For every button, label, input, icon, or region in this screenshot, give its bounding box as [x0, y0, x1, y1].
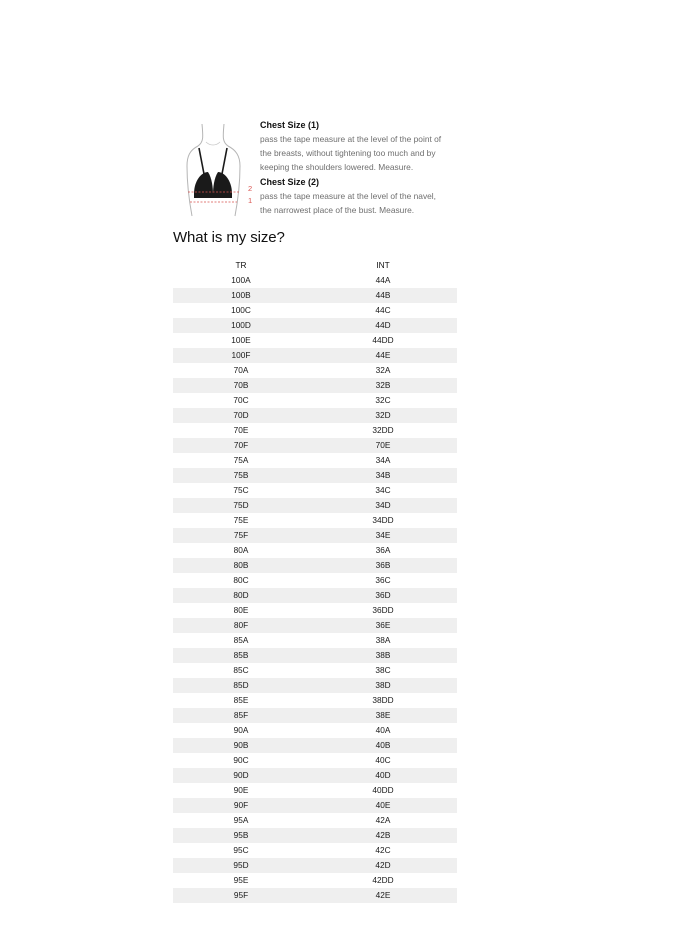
cell-tr-size: 100B [173, 288, 309, 303]
cell-int-size: 40B [309, 738, 457, 753]
cell-int-size: 38D [309, 678, 457, 693]
cell-int-size: 40E [309, 798, 457, 813]
cell-tr-size: 90C [233, 755, 249, 765]
table-row [173, 528, 457, 543]
cell-int-size: 32B [309, 378, 457, 393]
table-row [173, 318, 457, 333]
cell-int-size: 44A [375, 275, 391, 285]
cell-tr-size: 90E [233, 785, 249, 795]
cell-tr-size: 95C [233, 845, 249, 855]
cell-int-size: 36E [309, 618, 457, 633]
table-row [173, 633, 457, 648]
cell-tr-size: 95D [173, 858, 309, 873]
cell-int-size: 40DD [372, 785, 394, 795]
cell-tr-size: 80F [173, 618, 309, 633]
cell-int-size: 40C [375, 755, 391, 765]
table-row [173, 663, 457, 678]
cell-tr-size: 85E [233, 695, 249, 705]
cell-tr-size: 70B [173, 378, 309, 393]
table-row [173, 483, 457, 498]
cell-tr-size: 100E [231, 335, 251, 345]
cell-tr-size: 90B [173, 738, 309, 753]
table-row [173, 378, 457, 393]
table-row [173, 588, 457, 603]
cell-int-size: 34A [375, 455, 391, 465]
cell-int-size: 36DD [372, 605, 394, 615]
cell-int-size: 36B [309, 558, 457, 573]
chest-size-2-title: Chest Size (2) [260, 177, 320, 187]
table-row [173, 798, 457, 813]
cell-tr-size: 70F [173, 438, 309, 453]
cell-tr-size: 80D [173, 588, 309, 603]
table-row [173, 768, 457, 783]
cell-int-size: 32C [375, 395, 391, 405]
table-row [173, 468, 457, 483]
table-row [173, 753, 457, 768]
cell-tr-size: 85A [233, 635, 249, 645]
cell-tr-size: 75D [173, 498, 309, 513]
chest-size-1-title: Chest Size (1) [260, 120, 320, 130]
cell-tr-size: 90F [173, 798, 309, 813]
cell-int-size: 44E [309, 348, 457, 363]
cell-tr-size: 100F [173, 348, 309, 363]
cell-tr-size: 90D [173, 768, 309, 783]
table-row [173, 603, 457, 618]
cell-int-size: 34C [375, 485, 391, 495]
table-row [173, 708, 457, 723]
measurement-instructions [260, 118, 480, 217]
table-body [173, 273, 457, 903]
cell-int-size: 32D [309, 408, 457, 423]
table-row [173, 288, 457, 303]
cell-int-size: 42D [309, 858, 457, 873]
cell-tr-size: 75A [233, 455, 249, 465]
cell-tr-size: 80C [233, 575, 249, 585]
table-header-row [173, 258, 457, 273]
table-row [173, 363, 457, 378]
chest-size-1-line: pass the tape measure at the level of the point of [260, 134, 442, 144]
measurement-guide [180, 118, 480, 218]
cell-int-size: 42DD [372, 875, 394, 885]
table-row [173, 618, 457, 633]
table-row [173, 693, 457, 708]
cell-int-size: 40A [375, 725, 391, 735]
table-row [173, 438, 457, 453]
chest-size-1-line: keeping the shoulders lowered. Measure. [260, 162, 414, 172]
table-row [173, 348, 457, 363]
table-row [173, 498, 457, 513]
table-row [173, 738, 457, 753]
size-conversion-table [173, 258, 457, 903]
cell-tr-size: 100C [231, 305, 251, 315]
cell-int-size: 42E [309, 888, 457, 903]
cell-tr-size: 70A [233, 365, 249, 375]
cell-int-size: 38A [375, 635, 391, 645]
cell-int-size: 44C [375, 305, 391, 315]
cell-int-size: 34DD [372, 515, 394, 525]
cell-tr-size: 85F [173, 708, 309, 723]
cell-int-size: 36C [375, 575, 391, 585]
table-row [173, 888, 457, 903]
marker-1: 1 [248, 196, 253, 205]
cell-int-size: 34D [309, 498, 457, 513]
chest-size-1-line: the breasts, without tightening too much and by [260, 148, 436, 158]
cell-tr-size: 100D [173, 318, 309, 333]
table-row [173, 858, 457, 873]
cell-tr-size: 70E [233, 425, 249, 435]
table-row [173, 543, 457, 558]
cell-tr-size: 85B [173, 648, 309, 663]
cell-tr-size: 75C [233, 485, 249, 495]
table-row [173, 333, 457, 348]
cell-tr-size: 85D [173, 678, 309, 693]
cell-tr-size: 80B [173, 558, 309, 573]
marker-2: 2 [248, 184, 253, 193]
table-row [173, 873, 457, 888]
bra-measurement-figure-icon [180, 122, 256, 218]
cell-tr-size: 95B [173, 828, 309, 843]
cell-int-size: 32A [375, 365, 391, 375]
cell-tr-size: 80E [233, 605, 249, 615]
cell-tr-size: 80A [233, 545, 249, 555]
cell-int-size: 36A [375, 545, 391, 555]
cell-tr-size: 100A [231, 275, 251, 285]
table-row [173, 843, 457, 858]
cell-tr-size: 90A [233, 725, 249, 735]
cell-int-size: 34E [309, 528, 457, 543]
table-row [173, 648, 457, 663]
cell-int-size: 34B [309, 468, 457, 483]
table-row [173, 453, 457, 468]
table-row [173, 558, 457, 573]
table-row [173, 273, 457, 288]
cell-int-size: 38C [375, 665, 391, 675]
cell-tr-size: 95F [173, 888, 309, 903]
table-row [173, 393, 457, 408]
cell-tr-size: 70D [173, 408, 309, 423]
cell-int-size: 40D [309, 768, 457, 783]
cell-int-size: 42B [309, 828, 457, 843]
cell-tr-size: 95A [233, 815, 249, 825]
cell-int-size: 70E [309, 438, 457, 453]
table-row [173, 513, 457, 528]
page-title: What is my size? [173, 229, 285, 246]
table-row [173, 573, 457, 588]
cell-tr-size: 85C [233, 665, 249, 675]
cell-int-size: 38DD [372, 695, 394, 705]
cell-tr-size: 75F [173, 528, 309, 543]
chest-size-2-line: the narrowest place of the bust. Measure. [260, 205, 415, 215]
table-row [173, 828, 457, 843]
table-row [173, 303, 457, 318]
cell-tr-size: 95E [233, 875, 249, 885]
cell-tr-size: 70C [233, 395, 249, 405]
cell-int-size: 38E [309, 708, 457, 723]
table-row [173, 813, 457, 828]
chest-size-2-line: pass the tape measure at the level of the navel, [260, 191, 436, 201]
cell-int-size: 42A [375, 815, 391, 825]
column-header-tr: TR [235, 260, 247, 270]
table-row [173, 678, 457, 693]
cell-int-size: 32DD [372, 425, 394, 435]
table-row [173, 408, 457, 423]
cell-tr-size: 75B [173, 468, 309, 483]
cell-int-size: 44B [309, 288, 457, 303]
cell-int-size: 44DD [372, 335, 394, 345]
cell-int-size: 36D [309, 588, 457, 603]
cell-tr-size: 75E [233, 515, 249, 525]
table-row [173, 783, 457, 798]
column-header-int: INT [376, 260, 390, 270]
table-row [173, 423, 457, 438]
table-row [173, 723, 457, 738]
cell-int-size: 42C [375, 845, 391, 855]
cell-int-size: 44D [309, 318, 457, 333]
cell-int-size: 38B [309, 648, 457, 663]
